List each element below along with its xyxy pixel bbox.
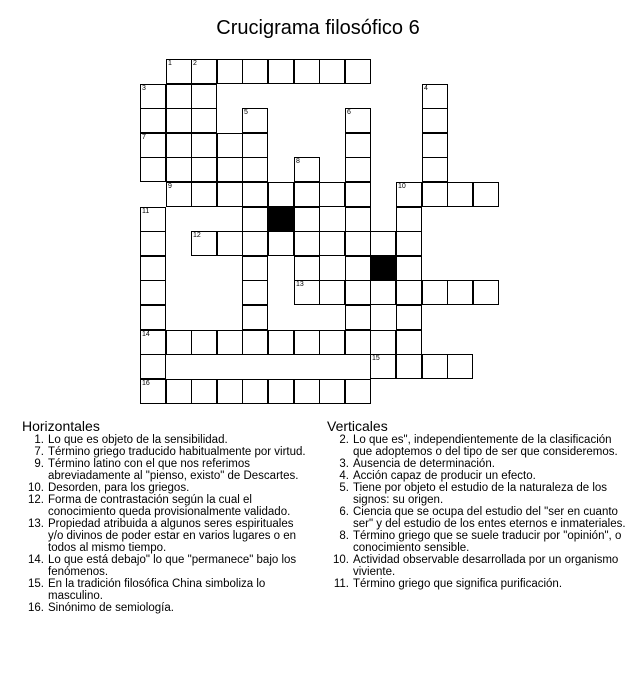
crossword-cell[interactable] bbox=[294, 231, 320, 256]
crossword-cell[interactable] bbox=[294, 207, 320, 232]
crossword-cell[interactable] bbox=[396, 354, 422, 379]
clue-number: 2 bbox=[193, 60, 197, 67]
clue-number: 5 bbox=[244, 109, 248, 116]
clue-item-number: 2. bbox=[339, 434, 349, 446]
clue-number: 7 bbox=[142, 134, 146, 141]
crossword-cell[interactable] bbox=[422, 354, 448, 379]
crossword-cell[interactable] bbox=[370, 231, 396, 256]
crossword-cell[interactable] bbox=[319, 280, 345, 305]
clue-number: 11 bbox=[142, 208, 150, 215]
crossword-cell[interactable] bbox=[422, 157, 448, 182]
clue-item-number: 1. bbox=[34, 434, 44, 446]
clue-item-text: Término griego que significa purificación. bbox=[353, 578, 563, 590]
crossword-cell[interactable] bbox=[396, 256, 422, 281]
crossword-cell[interactable] bbox=[140, 280, 166, 305]
crossword-cell[interactable] bbox=[345, 133, 371, 158]
crossword-cell[interactable] bbox=[191, 84, 217, 109]
crossword-cell[interactable] bbox=[217, 59, 243, 84]
crossword-cell[interactable] bbox=[319, 379, 345, 404]
clue-number: 9 bbox=[168, 183, 172, 190]
crossword-cell[interactable] bbox=[166, 330, 192, 355]
clue-item bbox=[22, 554, 312, 578]
clue-item-number: 6. bbox=[339, 506, 349, 518]
crossword-cell[interactable] bbox=[294, 280, 320, 305]
clue-item-text: Lo que es objeto de la sensibilidad. bbox=[48, 434, 228, 446]
crossword-cell[interactable] bbox=[242, 59, 268, 84]
crossword-cell[interactable] bbox=[166, 108, 192, 133]
clue-item bbox=[327, 434, 627, 458]
crossword-cell[interactable] bbox=[370, 330, 396, 355]
crossword-cell[interactable] bbox=[422, 182, 448, 207]
crossword-cell[interactable] bbox=[242, 182, 268, 207]
crossword-cell[interactable] bbox=[447, 182, 473, 207]
crossword-cell[interactable] bbox=[217, 231, 243, 256]
clue-item-number: 13. bbox=[28, 518, 44, 530]
crossword-cell[interactable] bbox=[370, 354, 396, 379]
clue-number: 1 bbox=[168, 60, 172, 67]
crossword-cell[interactable] bbox=[140, 379, 166, 404]
crossword-cell[interactable] bbox=[242, 305, 268, 330]
horizontal-clues-section bbox=[22, 420, 312, 614]
crossword-cell[interactable] bbox=[345, 280, 371, 305]
crossword-cell[interactable] bbox=[166, 157, 192, 182]
crossword-cell[interactable] bbox=[473, 182, 499, 207]
crossword-cell[interactable] bbox=[396, 182, 422, 207]
clue-item bbox=[327, 554, 627, 578]
clue-item-text: Forma de contrastación según la cual el conocimiento queda provisionalmente validado. bbox=[48, 494, 291, 518]
crossword-cell[interactable] bbox=[396, 330, 422, 355]
crossword-cell[interactable] bbox=[345, 256, 371, 281]
clue-number: 12 bbox=[193, 232, 201, 239]
clue-item bbox=[327, 470, 627, 482]
crossword-cell[interactable] bbox=[319, 182, 345, 207]
crossword-cell[interactable] bbox=[140, 330, 166, 355]
crossword-cell[interactable] bbox=[345, 305, 371, 330]
clue-item-number: 8. bbox=[339, 530, 349, 542]
crossword-cell[interactable] bbox=[447, 280, 473, 305]
clue-number: 15 bbox=[372, 355, 380, 362]
crossword-cell[interactable] bbox=[217, 182, 243, 207]
clue-item-number: 16. bbox=[28, 602, 44, 614]
crossword-cell[interactable] bbox=[191, 379, 217, 404]
clue-item-text: Término griego que se suele traducir por "opinión", o conocimiento sensible. bbox=[353, 530, 622, 554]
crossword-cell[interactable] bbox=[140, 84, 166, 109]
crossword-cell[interactable] bbox=[345, 59, 371, 84]
crossword-cell[interactable] bbox=[345, 108, 371, 133]
crossword-cell[interactable] bbox=[242, 133, 268, 158]
crossword-cell[interactable] bbox=[396, 231, 422, 256]
crossword-cell[interactable] bbox=[140, 133, 166, 158]
clue-item bbox=[22, 494, 312, 518]
clue-item bbox=[22, 434, 312, 446]
clue-item-text: Propiedad atribuida a algunos seres espirituales y/o divinos de poder estar en varios lugares o en todos al mismo tiempo. bbox=[48, 518, 297, 554]
crossword-cell[interactable] bbox=[396, 305, 422, 330]
crossword-cell[interactable] bbox=[242, 108, 268, 133]
clue-item-number: 9. bbox=[34, 458, 44, 470]
clue-item bbox=[22, 482, 312, 494]
clue-number: 13 bbox=[296, 281, 304, 288]
clue-item bbox=[22, 518, 312, 554]
crossword-cell[interactable] bbox=[345, 157, 371, 182]
clue-number: 16 bbox=[142, 380, 150, 387]
crossword-cell[interactable] bbox=[345, 182, 371, 207]
clue-number: 4 bbox=[424, 85, 428, 92]
clue-item-text: Lo que es", independientemente de la clasificación que adoptemos o del tipo de ser que consideremos. bbox=[353, 434, 618, 458]
horizontal-clues-list bbox=[22, 434, 312, 614]
clue-item-number: 14. bbox=[28, 554, 44, 566]
crossword-cell[interactable] bbox=[370, 280, 396, 305]
vertical-clues-heading: Verticales bbox=[327, 418, 388, 434]
clue-item-text: Ciencia que se ocupa del estudio del "ser en cuanto ser" y del estudio de los entes eternos e inmateriales. bbox=[353, 506, 626, 530]
clue-item-number: 15. bbox=[28, 578, 44, 590]
crossword-cell[interactable] bbox=[166, 84, 192, 109]
clue-item bbox=[22, 602, 312, 614]
crossword-cell[interactable] bbox=[242, 256, 268, 281]
crossword-cell[interactable] bbox=[191, 108, 217, 133]
clue-item-number: 11. bbox=[333, 578, 349, 590]
clue-item bbox=[22, 446, 312, 458]
crossword-cell[interactable] bbox=[191, 59, 217, 84]
crossword-cell[interactable] bbox=[217, 379, 243, 404]
clue-item-number: 10. bbox=[28, 482, 44, 494]
crossword-cell[interactable] bbox=[217, 157, 243, 182]
crossword-cell[interactable] bbox=[140, 157, 166, 182]
crossword-cell[interactable] bbox=[140, 305, 166, 330]
clue-number: 3 bbox=[142, 85, 146, 92]
clue-item bbox=[327, 482, 627, 506]
clue-item-number: 10. bbox=[333, 554, 349, 566]
crossword-cell[interactable] bbox=[242, 379, 268, 404]
clue-number: 6 bbox=[347, 109, 351, 116]
crossword-cell[interactable] bbox=[140, 108, 166, 133]
crossword-cell[interactable] bbox=[191, 231, 217, 256]
crossword-cell[interactable] bbox=[217, 133, 243, 158]
crossword-cell[interactable] bbox=[319, 59, 345, 84]
clue-item-number: 12. bbox=[28, 494, 44, 506]
clue-number: 10 bbox=[398, 183, 406, 190]
crossword-cell[interactable] bbox=[473, 280, 499, 305]
crossword-cell[interactable] bbox=[294, 59, 320, 84]
crossword-cell[interactable] bbox=[140, 207, 166, 232]
crossword-cell[interactable] bbox=[166, 59, 192, 84]
clue-item-text: Acción capaz de producir un efecto. bbox=[353, 470, 536, 482]
crossword-block-cell bbox=[370, 256, 396, 281]
crossword-cell[interactable] bbox=[294, 182, 320, 207]
clue-item-number: 3. bbox=[339, 458, 349, 470]
crossword-cell[interactable] bbox=[242, 207, 268, 232]
clue-item-text: Sinónimo de semiología. bbox=[48, 602, 174, 614]
crossword-cell[interactable] bbox=[345, 330, 371, 355]
crossword-cell[interactable] bbox=[140, 354, 166, 379]
crossword-cell[interactable] bbox=[166, 379, 192, 404]
crossword-cell[interactable] bbox=[396, 280, 422, 305]
crossword-cell[interactable] bbox=[345, 207, 371, 232]
crossword-cell[interactable] bbox=[294, 379, 320, 404]
clue-item bbox=[327, 506, 627, 530]
crossword-cell[interactable] bbox=[268, 59, 294, 84]
clue-item bbox=[22, 578, 312, 602]
crossword-cell[interactable] bbox=[242, 157, 268, 182]
crossword-cell[interactable] bbox=[166, 182, 192, 207]
clue-item bbox=[22, 458, 312, 482]
clue-item bbox=[327, 578, 627, 590]
crossword-cell[interactable] bbox=[191, 157, 217, 182]
crossword-cell[interactable] bbox=[242, 330, 268, 355]
crossword-cell[interactable] bbox=[422, 133, 448, 158]
crossword-cell[interactable] bbox=[140, 256, 166, 281]
vertical-clues-section bbox=[327, 420, 627, 590]
clue-item-text: Término griego traducido habitualmente por virtud. bbox=[48, 446, 306, 458]
crossword-cell[interactable] bbox=[345, 231, 371, 256]
crossword-cell[interactable] bbox=[319, 330, 345, 355]
crossword-cell[interactable] bbox=[191, 133, 217, 158]
vertical-clues-list bbox=[327, 434, 627, 590]
clue-item bbox=[327, 530, 627, 554]
crossword-cell[interactable] bbox=[294, 330, 320, 355]
clue-number: 8 bbox=[296, 158, 300, 165]
crossword-cell[interactable] bbox=[268, 231, 294, 256]
crossword-cell[interactable] bbox=[140, 231, 166, 256]
crossword-cell[interactable] bbox=[268, 330, 294, 355]
crossword-cell[interactable] bbox=[268, 182, 294, 207]
page-title: Crucigrama filosófico 6 bbox=[216, 17, 420, 40]
clue-item-text: Ausencia de determinación. bbox=[353, 458, 495, 470]
crossword-cell[interactable] bbox=[422, 108, 448, 133]
clue-item-text: En la tradición filosófica China simboliza lo masculino. bbox=[48, 578, 266, 602]
clue-item-text: Tiene por objeto el estudio de la naturaleza de los signos: su origen. bbox=[353, 482, 608, 506]
crossword-cell[interactable] bbox=[294, 157, 320, 182]
crossword-cell[interactable] bbox=[319, 231, 345, 256]
clue-item-number: 4. bbox=[339, 470, 349, 482]
crossword-cell[interactable] bbox=[166, 133, 192, 158]
clue-item bbox=[327, 458, 627, 470]
crossword-block-cell bbox=[268, 207, 294, 232]
clue-item-text: Lo que está debajo" lo que "permanece" bajo los fenómenos. bbox=[48, 554, 297, 578]
clue-item-number: 7. bbox=[34, 446, 44, 458]
crossword-cell[interactable] bbox=[422, 84, 448, 109]
crossword-cell[interactable] bbox=[345, 379, 371, 404]
horizontal-clues-heading: Horizontales bbox=[22, 418, 100, 434]
crossword-cell[interactable] bbox=[242, 280, 268, 305]
crossword-cell[interactable] bbox=[447, 354, 473, 379]
crossword-cell[interactable] bbox=[422, 280, 448, 305]
clue-item-text: Término latino con el que nos referimos abreviadamente al "pienso, existo" de Descartes. bbox=[48, 458, 299, 482]
crossword-cell[interactable] bbox=[396, 207, 422, 232]
clue-number: 14 bbox=[142, 331, 150, 338]
crossword-cell[interactable] bbox=[242, 231, 268, 256]
crossword-cell[interactable] bbox=[191, 182, 217, 207]
clue-item-number: 5. bbox=[339, 482, 349, 494]
clue-item-text: Desorden, para los griegos. bbox=[48, 482, 190, 494]
crossword-cell[interactable] bbox=[217, 330, 243, 355]
crossword-cell[interactable] bbox=[268, 379, 294, 404]
clue-item-text: Actividad observable desarrollada por un organismo viviente. bbox=[353, 554, 619, 578]
crossword-cell[interactable] bbox=[191, 330, 217, 355]
crossword-cell[interactable] bbox=[294, 256, 320, 281]
